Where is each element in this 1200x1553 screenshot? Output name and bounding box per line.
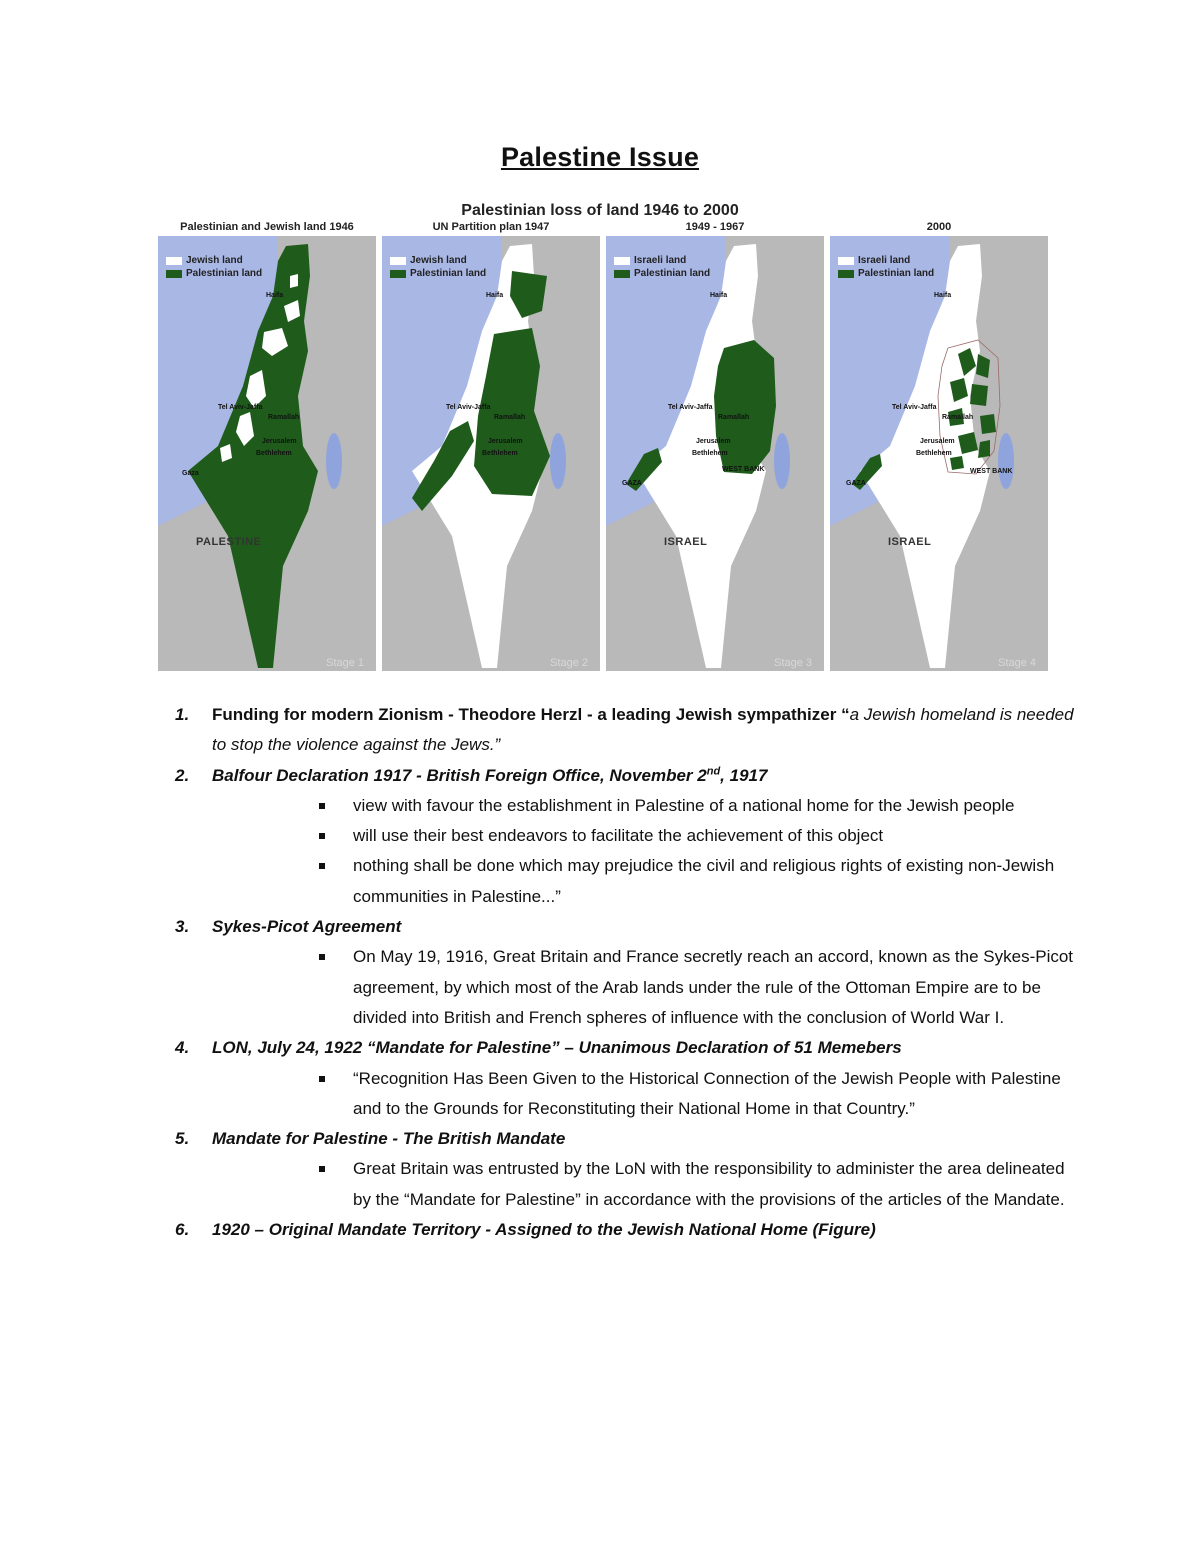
item-number: 2.	[175, 765, 190, 785]
bullet-list	[212, 1064, 1075, 1125]
item-heading-quote: a Jewish homeland is needed to stop the violence against the Jews.”	[212, 705, 1074, 755]
map-legend	[390, 254, 486, 280]
map-label-bethlehem: Bethlehem	[256, 450, 292, 457]
legend-swatch-white	[614, 257, 630, 265]
legend-label: Israeli land	[858, 255, 911, 266]
legend-label: Jewish land	[186, 255, 243, 266]
map-label-west-bank: WEST BANK	[970, 468, 1013, 475]
map-label-jerusalem: Jerusalem	[920, 438, 955, 445]
map-label-israel: ISRAEL	[888, 536, 932, 548]
item-heading: Funding for modern Zionism - Theodore Herzl - a leading Jewish sympathizer “	[212, 705, 850, 724]
panel-title: Palestinian and Jewish land 1946	[180, 221, 354, 233]
bullet-list	[212, 791, 1075, 912]
item-number: 6.	[175, 1220, 190, 1240]
legend-label: Israeli land	[634, 255, 687, 266]
item-heading: 1920 – Original Mandate Territory - Assigned to the Jewish National Home (Figure)	[212, 1220, 876, 1240]
map-label-bethlehem: Bethlehem	[916, 450, 952, 457]
list-item	[175, 700, 1075, 761]
map-label-ramallah: Ramallah	[494, 414, 526, 421]
item-heading: Mandate for Palestine - The British Mandate	[212, 1129, 566, 1149]
item-number: 5.	[175, 1129, 190, 1149]
map-panel-2000	[830, 218, 1048, 673]
legend-swatch-white	[166, 257, 182, 265]
map-label-palestine: PALESTINE	[196, 536, 262, 548]
page-title: Palestine Issue	[500, 142, 700, 172]
panel-title: UN Partition plan 1947	[432, 221, 550, 233]
map-legend	[838, 254, 934, 280]
item-heading: Sykes-Picot Agreement	[212, 917, 402, 937]
stage-label: Stage 4	[998, 657, 1036, 669]
map-label-haifa: Haifa	[266, 292, 284, 299]
legend-swatch-white	[390, 257, 406, 265]
legend-label: Palestinian land	[634, 268, 711, 279]
item-heading-sup: nd	[706, 764, 721, 777]
map-label-haifa: Haifa	[934, 292, 952, 299]
item-number: 1.	[175, 705, 190, 724]
legend-swatch-green	[390, 270, 406, 278]
map-label-ramallah: Ramallah	[718, 414, 750, 421]
map-label-haifa: Haifa	[486, 292, 504, 299]
bullet-item: nothing shall be done which may prejudice the civil and religious rights of existing non-Jewish communities in Palestine...”	[353, 851, 1075, 912]
map-label-gaza: Gaza	[182, 470, 199, 477]
stage-label: Stage 3	[774, 657, 812, 669]
list-item	[175, 1215, 1075, 1245]
map-label-tel-aviv: Tel Aviv-Jaffa	[668, 404, 713, 411]
map-label-bethlehem: Bethlehem	[692, 450, 728, 457]
map-legend	[166, 254, 262, 280]
map-label-ramallah: Ramallah	[942, 414, 974, 421]
legend-swatch-white	[838, 257, 854, 265]
map-panel-1947	[382, 218, 600, 673]
map-legend	[614, 254, 710, 280]
bullet-item: “Recognition Has Been Given to the Historical Connection of the Jewish People with Palestine and to the Grounds for Reconstituting their National Home in that Country.”	[353, 1064, 1075, 1125]
stage-label: Stage 2	[550, 657, 588, 669]
map-label-gaza: GAZA	[622, 480, 642, 487]
land-loss-figure	[150, 198, 1050, 678]
bullet-item: will use their best endeavors to facilitate the achievement of this object	[353, 821, 1075, 851]
stage-label: Stage 1	[326, 657, 364, 669]
panel-title: 2000	[926, 221, 952, 233]
figure-title: Palestinian loss of land 1946 to 2000	[461, 202, 739, 219]
map-label-tel-aviv: Tel Aviv-Jaffa	[218, 404, 263, 411]
bullet-item: On May 19, 1916, Great Britain and France secretly reach an accord, known as the Sykes-Picot agreement, by which most of the Arab lands under the rule of the Ottoman Empire are to be divided into British and French spheres of influence with the conclusion of World War I.	[353, 942, 1075, 1033]
legend-label: Jewish land	[410, 255, 467, 266]
item-heading-tail: , 1917	[720, 765, 768, 785]
map-label-jerusalem: Jerusalem	[488, 438, 523, 445]
legend-label: Palestinian land	[858, 268, 935, 279]
item-number: 4.	[175, 1038, 190, 1058]
bullet-list	[212, 942, 1075, 1033]
map-panel-1946	[158, 218, 376, 673]
bullet-item: Great Britain was entrusted by the LoN with the responsibility to administer the area delineated by the “Mandate for Palestine” in accordance with the provisions of the articles of the Mandate.	[353, 1154, 1075, 1215]
map-label-tel-aviv: Tel Aviv-Jaffa	[892, 404, 937, 411]
list-item	[175, 1033, 1075, 1124]
item-number: 3.	[175, 917, 190, 937]
item-heading: Balfour Declaration 1917 - British Foreign Office, November 2	[212, 765, 707, 785]
item-heading: LON, July 24, 1922 “Mandate for Palestine” – Unanimous Declaration of 51 Memebers	[212, 1038, 902, 1058]
map-label-gaza: GAZA	[846, 480, 866, 487]
map-label-jerusalem: Jerusalem	[262, 438, 297, 445]
legend-swatch-green	[166, 270, 182, 278]
bullet-list	[212, 1154, 1075, 1215]
map-label-ramallah: Ramallah	[268, 414, 300, 421]
map-label-bethlehem: Bethlehem	[482, 450, 518, 457]
map-label-tel-aviv: Tel Aviv-Jaffa	[446, 404, 491, 411]
legend-label: Palestinian land	[186, 268, 263, 279]
legend-label: Palestinian land	[410, 268, 487, 279]
map-label-jerusalem: Jerusalem	[696, 438, 731, 445]
map-label-west-bank: WEST BANK	[722, 466, 765, 473]
list-item	[175, 1124, 1075, 1215]
issue-list	[175, 700, 1075, 1245]
list-item	[175, 761, 1075, 912]
map-label-haifa: Haifa	[710, 292, 728, 299]
map-panel-1949-1967	[606, 218, 824, 673]
map-label-israel: ISRAEL	[664, 536, 708, 548]
list-item	[175, 912, 1075, 1033]
bullet-item: view with favour the establishment in Palestine of a national home for the Jewish people	[353, 791, 1075, 821]
legend-swatch-green	[614, 270, 630, 278]
panel-title: 1949 - 1967	[685, 221, 745, 233]
legend-swatch-green	[838, 270, 854, 278]
